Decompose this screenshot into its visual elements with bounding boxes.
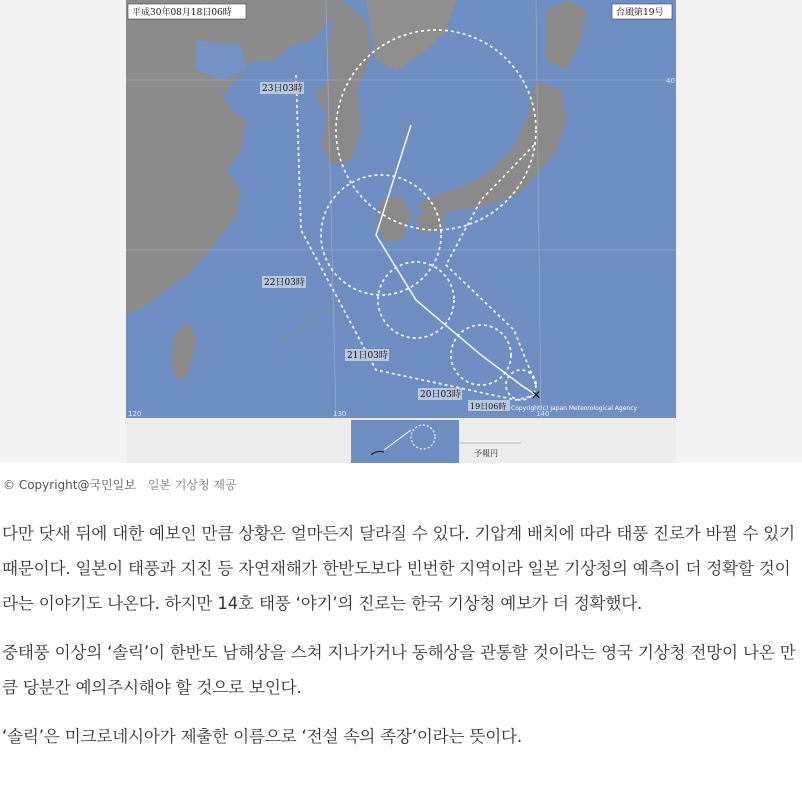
paragraph: 다만 닷새 뒤에 대한 예보인 만큼 상황은 얼마든지 달라질 수 있다. 기압계 배치에 따라 태풍 진로가 바뀔 수 있기 때문이다. 일본이 태풍과 지진 등 자연재해가 한반도보다 빈번한 지역이라 일본 기상청의 예측이 더 정확할 것이라는 이야기도 나온다. 하지만 14호 태풍 ‘야기’의 진로는 한국 기상청 예보가 더 정확했다. — [2, 524, 795, 613]
typhoon-label: 台風第19号 — [616, 8, 664, 18]
forecast-label-23: 23日03時 — [262, 84, 303, 94]
lon-label-120: 120 — [128, 410, 142, 418]
date-label: 平成30年08月18日06時 — [132, 8, 232, 18]
lon-label-140: 140 — [536, 410, 550, 418]
lat-label-40: 40 — [666, 77, 675, 85]
paragraph: 중태풍 이상의 ‘솔릭’이 한반도 남해상을 스쳐 지나가거나 동해상을 관통할 것이라는 영국 기상청 전망이 나온 만큼 당분간 예의주시해야 할 것으로 보인다. — [2, 643, 796, 697]
legend-swatch — [351, 420, 459, 463]
source-text: 일본 기상청 제공 — [147, 478, 237, 492]
forecast-label-20: 20日03時 — [420, 390, 461, 400]
typhoon-position-marker: ✕ — [531, 388, 542, 402]
image-caption — [3, 476, 237, 493]
forecast-label-22: 22日03時 — [264, 278, 305, 288]
article-body — [2, 516, 800, 768]
typhoon-forecast-map — [126, 0, 676, 463]
legend-text: 予報円 — [474, 449, 498, 458]
forecast-label-21: 21日03時 — [347, 351, 388, 361]
forecast-label-19: 19日06時 — [470, 402, 507, 411]
paragraph: ‘솔릭’은 미크로네시아가 제출한 이름으로 ‘전설 속의 족장’이라는 뜻이다. — [2, 727, 522, 746]
map-copyright: Copyright(c) Japan Meteorological Agency — [511, 405, 638, 412]
lon-label-130: 130 — [333, 410, 347, 418]
copyright-text: © Copyright@국민일보 — [3, 478, 136, 492]
